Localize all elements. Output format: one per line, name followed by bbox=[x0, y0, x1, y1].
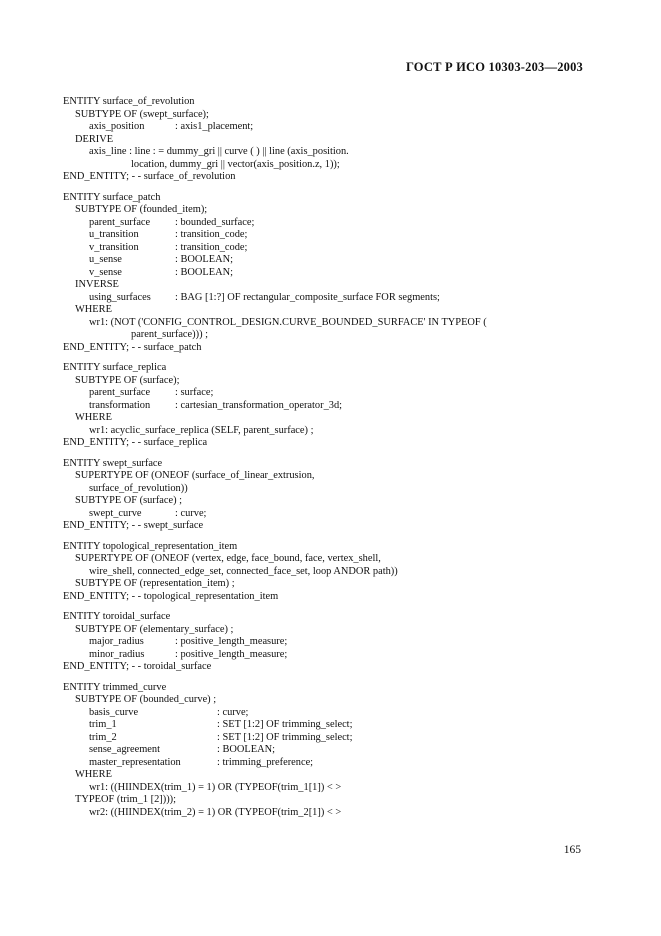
end-entity: END_ENTITY; - - surface_patch bbox=[63, 341, 202, 353]
supertype-clause: SUPERTYPE OF (ONEOF (surface_of_linear_extrusion, bbox=[75, 470, 315, 481]
attribute-name: basis_curve bbox=[89, 706, 139, 718]
attribute-type: : transition_code; bbox=[175, 241, 248, 253]
subtype-clause: SUBTYPE OF (swept_surface); bbox=[75, 108, 209, 120]
express-code-listing bbox=[63, 96, 603, 827]
attribute-name: axis_position bbox=[89, 121, 145, 132]
attribute-name: major_radius bbox=[89, 636, 144, 647]
attribute-line bbox=[63, 217, 603, 230]
where-keyword: WHERE bbox=[75, 769, 112, 780]
attribute-type: : BOOLEAN; bbox=[175, 254, 234, 265]
page-number: 165 bbox=[563, 844, 581, 856]
attribute-line bbox=[63, 267, 603, 280]
entity-block-surface-of-revolution bbox=[63, 96, 603, 184]
entity-declaration: ENTITY surface_patch bbox=[63, 191, 161, 203]
attribute-name: trim_1 bbox=[89, 719, 117, 730]
entity-declaration: ENTITY surface_replica bbox=[63, 362, 167, 373]
attribute-type: : SET [1:2] OF trimming_select; bbox=[217, 731, 353, 743]
attribute-name: swept_curve bbox=[89, 507, 142, 519]
attribute-type: : BOOLEAN; bbox=[175, 266, 234, 278]
end-entity: END_ENTITY; - - surface_replica bbox=[63, 437, 208, 448]
attribute-name: minor_radius bbox=[89, 648, 145, 660]
subtype-clause: SUBTYPE OF (elementary_surface) ; bbox=[75, 623, 234, 635]
attribute-name: v_sense bbox=[89, 266, 122, 278]
attribute-name: u_transition bbox=[89, 229, 139, 240]
attribute-line bbox=[63, 387, 603, 400]
attribute-type: : axis1_placement; bbox=[175, 121, 254, 132]
end-entity: END_ENTITY; - - surface_of_revolution bbox=[63, 171, 236, 182]
subtype-clause: SUBTYPE OF (founded_item); bbox=[75, 204, 208, 215]
attribute-type: : curve; bbox=[217, 706, 249, 718]
attribute-line bbox=[63, 242, 603, 255]
attribute-type: : bounded_surface; bbox=[175, 216, 255, 228]
attribute-line bbox=[63, 719, 603, 732]
derive-line: axis_line : line : = dummy_gri || curve ( ) || line (axis_position. bbox=[89, 146, 349, 157]
entity-declaration: ENTITY toroidal_surface bbox=[63, 611, 171, 622]
entity-block-topological-representation-item bbox=[63, 541, 603, 604]
entity-block-trimmed-curve bbox=[63, 682, 603, 820]
attribute-line bbox=[63, 744, 603, 757]
attribute-type: : positive_length_measure; bbox=[175, 636, 288, 647]
attribute-type: : BOOLEAN; bbox=[217, 744, 276, 755]
subtype-clause: SUBTYPE OF (representation_item) ; bbox=[75, 578, 235, 589]
document-header-standard: ГОСТ Р ИСО 10303-203—2003 bbox=[405, 60, 583, 74]
attribute-name: parent_surface bbox=[89, 216, 151, 228]
attribute-line bbox=[63, 508, 603, 521]
attribute-line bbox=[63, 707, 603, 720]
entity-declaration: ENTITY trimmed_curve bbox=[63, 681, 167, 693]
derive-keyword: DERIVE bbox=[75, 133, 114, 145]
entity-declaration: ENTITY topological_representation_item bbox=[63, 540, 238, 552]
attribute-type: : SET [1:2] OF trimming_select; bbox=[217, 719, 353, 730]
where-rule-continuation: TYPEOF (trim_1 [2]))); bbox=[75, 794, 177, 805]
inverse-attribute-line bbox=[63, 292, 603, 305]
attribute-name: sense_agreement bbox=[89, 744, 160, 755]
subtype-clause: SUBTYPE OF (surface); bbox=[75, 374, 180, 386]
where-rule-continuation: parent_surface))) ; bbox=[131, 329, 209, 340]
attribute-type: : transition_code; bbox=[175, 229, 248, 240]
where-keyword: WHERE bbox=[75, 304, 112, 315]
attribute-type: : trimming_preference; bbox=[217, 756, 314, 768]
attribute-line bbox=[63, 649, 603, 662]
attribute-line bbox=[63, 229, 603, 242]
attribute-line bbox=[63, 636, 603, 649]
entity-declaration: ENTITY swept_surface bbox=[63, 457, 163, 469]
where-rule: wr1: ((HIINDEX(trim_1) = 1) OR (TYPEOF(trim_1[1]) < > bbox=[89, 781, 342, 793]
attribute-name: trim_2 bbox=[89, 731, 117, 743]
attribute-name: master_representation bbox=[89, 756, 181, 768]
where-rule: wr2: ((HIINDEX(trim_2) = 1) OR (TYPEOF(trim_2[1]) < > bbox=[89, 806, 342, 818]
entity-block-surface-replica bbox=[63, 362, 603, 450]
attribute-type: : curve; bbox=[175, 507, 207, 519]
subtype-clause: SUBTYPE OF (surface) ; bbox=[75, 495, 183, 506]
attribute-name: parent_surface bbox=[89, 387, 151, 398]
entity-block-toroidal-surface bbox=[63, 611, 603, 674]
entity-block-swept-surface bbox=[63, 458, 603, 533]
attribute-type: : surface; bbox=[175, 387, 214, 398]
attribute-line bbox=[63, 400, 603, 413]
inverse-keyword: INVERSE bbox=[75, 279, 119, 290]
attribute-type: : BAG [1:?] OF rectangular_composite_surface FOR segments; bbox=[175, 291, 440, 303]
attribute-name: using_surfaces bbox=[89, 291, 151, 303]
attribute-name: v_transition bbox=[89, 241, 139, 253]
derive-line-continuation: location, dummy_gri || vector(axis_position.z, 1)); bbox=[131, 158, 340, 170]
attribute-line bbox=[63, 757, 603, 770]
attribute-line bbox=[63, 254, 603, 267]
subtype-clause: SUBTYPE OF (bounded_curve) ; bbox=[75, 694, 217, 705]
attribute-name: transformation bbox=[89, 399, 151, 411]
end-entity: END_ENTITY; - - toroidal_surface bbox=[63, 661, 212, 672]
end-entity: END_ENTITY; - - swept_surface bbox=[63, 520, 204, 531]
supertype-clause: SUPERTYPE OF (ONEOF (vertex, edge, face_bound, face, vertex_shell, bbox=[75, 553, 381, 564]
attribute-line bbox=[63, 121, 603, 134]
attribute-name: u_sense bbox=[89, 254, 122, 265]
supertype-clause-continuation: surface_of_revolution)) bbox=[89, 482, 188, 494]
attribute-type: : positive_length_measure; bbox=[175, 648, 288, 660]
where-rule: wr1: acyclic_surface_replica (SELF, parent_surface) ; bbox=[89, 424, 314, 436]
attribute-type: : cartesian_transformation_operator_3d; bbox=[175, 399, 343, 411]
where-keyword: WHERE bbox=[75, 412, 112, 423]
end-entity: END_ENTITY; - - topological_representation_item bbox=[63, 590, 279, 602]
supertype-clause-continuation: wire_shell, connected_edge_set, connected_face_set, loop ANDOR path)) bbox=[89, 565, 398, 577]
where-rule: wr1: (NOT ('CONFIG_CONTROL_DESIGN.CURVE_BOUNDED_SURFACE' IN TYPEOF ( bbox=[89, 316, 487, 328]
entity-declaration: ENTITY surface_of_revolution bbox=[63, 96, 195, 107]
attribute-line bbox=[63, 732, 603, 745]
entity-block-surface-patch bbox=[63, 192, 603, 355]
